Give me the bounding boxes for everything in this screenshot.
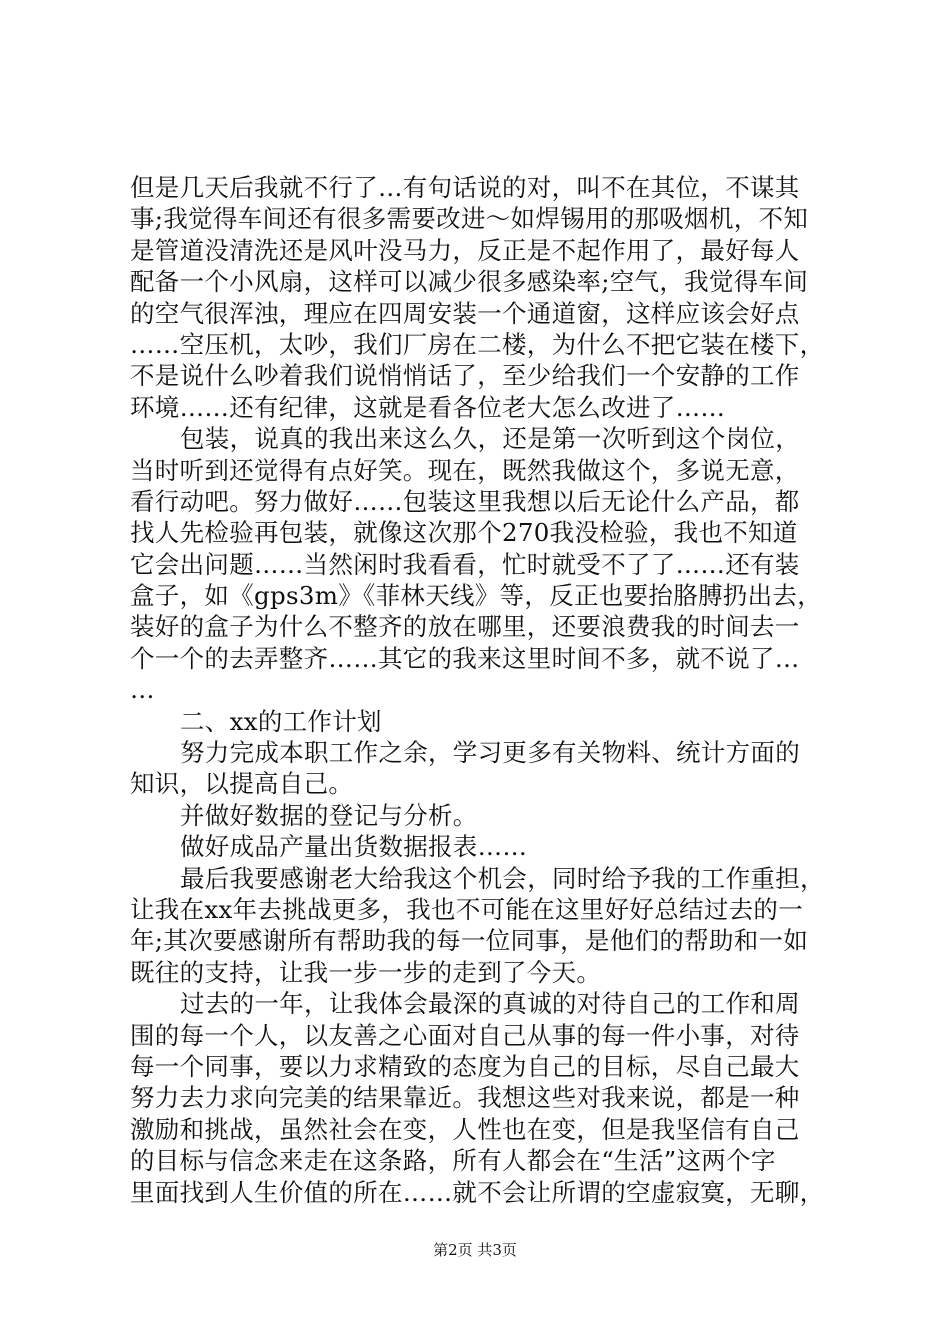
text-line: 让我在xx年去挑战更多，我也不可能在这里好好总结过去的一 (130, 894, 804, 924)
text-line: 过去的一年，让我体会最深的真诚的对待自己的工作和周 (180, 989, 800, 1019)
text-line: 的目标与信念来走在这条路，所有人都会在“生活”这两个字 (130, 1146, 776, 1176)
text-line: 找人先检验再包装，就像这次那个270我没检验，我也不知道 (130, 518, 798, 548)
text-line: 配备一个小风扇，这样可以减少很多感染率;空气，我觉得车间 (130, 267, 809, 297)
text-line: 并做好数据的登记与分析。 (180, 800, 478, 830)
text-line: 年;其次要感谢所有帮助我的每一位同事，是他们的帮助和一如 (130, 926, 809, 956)
text-line: 但是几天后我就不行了…有句话说的对，叫不在其位，不谋其 (130, 173, 800, 202)
text-line: 个一个的去弄整齐……其它的我来这里时间不多，就不说了… (130, 643, 800, 673)
text-line: 当时听到还觉得有点好笑。现在，既然我做这个，多说无意， (130, 455, 800, 485)
text-line: 的空气很浑浊，理应在四周安装一个通道窗，这样应该会好点 (130, 298, 800, 328)
text-line: 努力去力求向完美的结果靠近。我想这些对我来说，都是一种 (130, 1083, 800, 1113)
text-line: 环境……还有纪律，这就是看各位老大怎么改进了…… (130, 392, 726, 422)
text-line: 里面找到人生价值的所在……就不会让所谓的空虚寂寞，无聊， (130, 1177, 825, 1207)
text-line: 最后我要感谢老大给我这个机会，同时给予我的工作重担， (180, 863, 825, 893)
text-line: … (130, 675, 155, 705)
text-line: 不是说什么吵着我们说悄悄话了，至少给我们一个安静的工作 (130, 361, 800, 391)
text-line: 做好成品产量出货数据报表…… (180, 832, 528, 862)
text-line: 事;我觉得车间还有很多需要改进～如焊锡用的那吸烟机，不知 (130, 204, 809, 234)
text-line: 是管道没清洗还是风叶没马力，反正是不起作用了，最好每人 (130, 235, 800, 265)
document-body (130, 172, 830, 1208)
text-line: 知识，以提高自己。 (130, 769, 354, 799)
text-line: 围的每一个人，以友善之心面对自己从事的每一件小事，对待 (130, 1020, 800, 1050)
text-line: 激励和挑战，虽然社会在变，人性也在变，但是我坚信有自己 (130, 1114, 800, 1144)
text-line: 包装，说真的我出来这么久，还是第一次听到这个岗位， (180, 424, 800, 454)
text-line: 装好的盒子为什么不整齐的放在哪里，还要浪费我的时间去一 (130, 612, 800, 642)
text-line: 二、xx的工作计划 (180, 706, 382, 736)
text-line: 努力完成本职工作之余，学习更多有关物料、统计方面的 (180, 738, 800, 768)
text-line: ……空压机，太吵，我们厂房在二楼，为什么不把它装在楼下， (130, 329, 825, 359)
text-line: 既往的支持，让我一步一步的走到了今天。 (130, 957, 602, 987)
text-line: 每一个同事，要以力求精致的态度为自己的目标，尽自己最大 (130, 1051, 800, 1081)
page-footer: 第2页 共3页 (433, 1241, 517, 1259)
text-line: 它会出问题……当然闲时我看看，忙时就受不了了……还有装 (130, 549, 800, 579)
text-line: 盒子，如《gps3m》《菲林天线》等，反正也要抬胳膊扔出去， (130, 581, 823, 611)
text-line: 看行动吧。努力做好……包装这里我想以后无论什么产品，都 (130, 486, 800, 516)
